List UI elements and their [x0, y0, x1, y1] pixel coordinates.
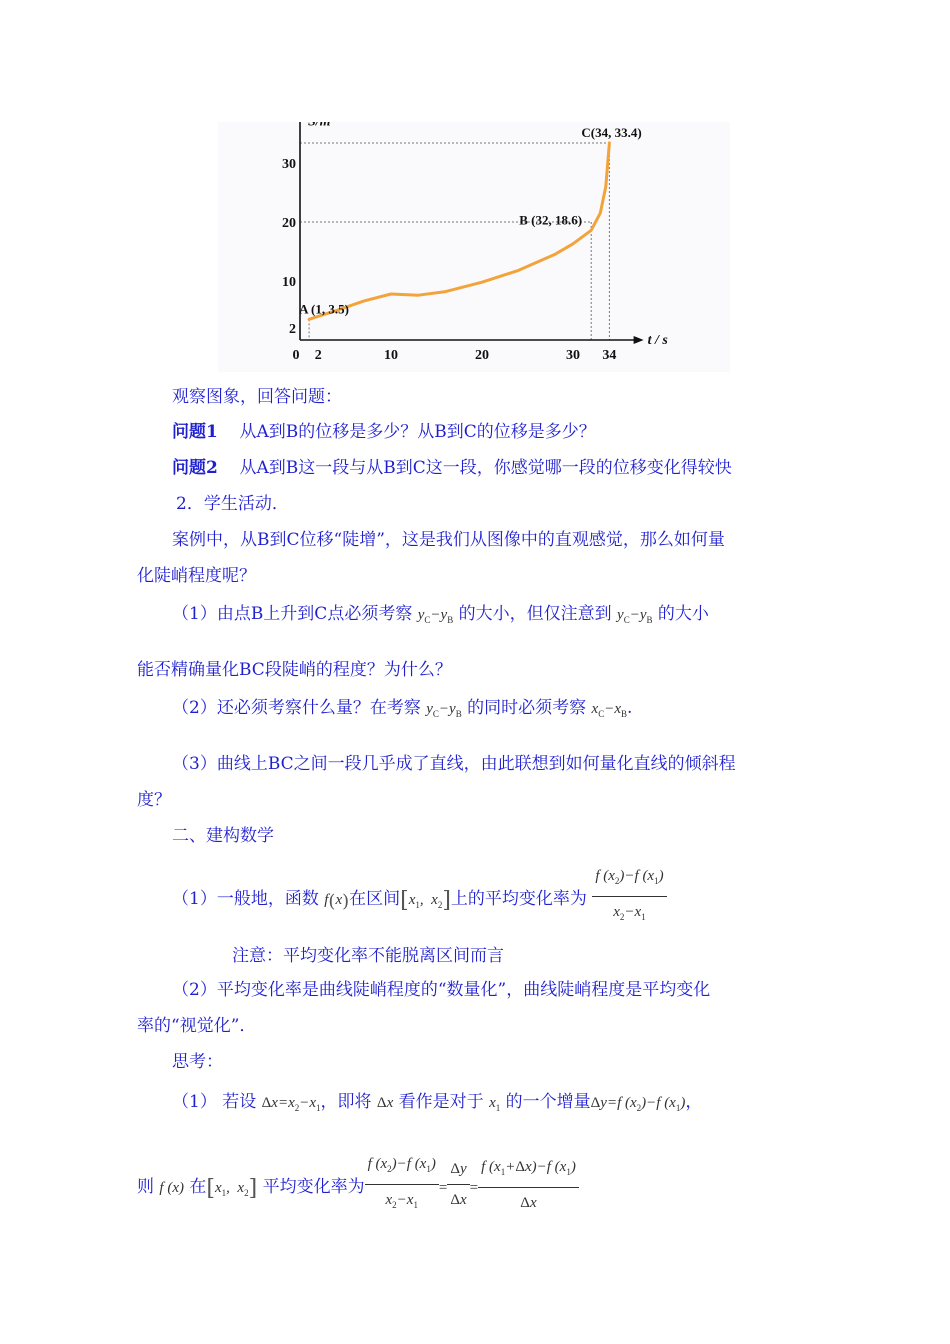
point-label-a: A (1, 3.5)	[299, 301, 349, 317]
x-tick-label: 34	[602, 348, 617, 363]
x1: $x_1$	[489, 1095, 501, 1113]
x-tick-label: 30	[566, 348, 580, 363]
q2-text: 从A到B这一段与从B到C这一段，你感觉哪一段的位移变化得较快	[239, 458, 732, 478]
then-b: 在	[189, 1177, 207, 1197]
x-axis-label: t / s	[647, 333, 668, 348]
interval-x1-x2: $x_1$, $x_2$	[408, 892, 443, 910]
y-axis-label: S/m	[308, 122, 331, 130]
point-2	[172, 696, 632, 726]
delta-x: Δx	[376, 1095, 394, 1111]
then-c: 平均变化率为	[262, 1177, 365, 1197]
then-line: 则 f (x) 在[$x_1$, $x_2$] 平均变化率为 $\frac{f (x_2)-f (x_1)}{x_2-x_1}$ = $\frac{\Delta y}{\Delta x}$ = $\frac{f (x_1+\Delta x)-f (x_1)}{\Delta x}$	[137, 1158, 579, 1202]
p2-a: （2）还必须考察什么量？在考察	[172, 698, 421, 718]
yc-minus-yb-2: $y_C-y_B$	[617, 607, 653, 625]
t1-c: 看作是对于	[398, 1092, 484, 1112]
point-label-c: C(34, 33.4)	[581, 124, 642, 140]
avg-rate-fraction: $\frac{f (x_2)-f (x_1)}{x_2-x_1}$	[592, 864, 666, 929]
q1-label: 问题1	[172, 422, 218, 442]
yc-minus-yb-1: $y_C-y_B$	[417, 607, 454, 625]
t1-a: （1） 若设	[172, 1092, 257, 1112]
question-1	[172, 420, 596, 444]
displacement-chart	[218, 122, 730, 372]
def-c: 上的平均变化率为	[450, 889, 587, 909]
p1-c: 的大小	[657, 604, 709, 624]
avg-rate-frac-1: $\frac{f (x_2)-f (x_1)}{x_2-x_1}$	[365, 1152, 439, 1217]
student-activity: 2．学生活动．	[176, 494, 289, 514]
f-of-x-2: f (x)	[159, 1180, 184, 1196]
y-tick-label: 10	[282, 275, 296, 290]
q1-text: 从A到B的位移是多少？从B到C的位移是多少？	[239, 422, 596, 442]
t1-b: ，即将	[320, 1092, 372, 1112]
think-1	[172, 1090, 702, 1120]
avg-explain-1: （2）平均变化率是曲线陡峭程度的“数量化”，曲线陡峭程度是平均变化	[172, 980, 711, 1000]
delta-x-def: $\Delta x=x_2-x_1$	[261, 1095, 321, 1113]
point-1-cont: 能否精确量化BC段陡峭的程度？为什么？	[137, 660, 452, 680]
chart-svg	[218, 122, 730, 372]
point-3: （3）曲线上BC之间一段几乎成了直线，由此联想到如何量化直线的倾斜程	[172, 754, 736, 774]
q2-label: 问题2	[172, 458, 218, 478]
yc-minus-yb-3: $y_C-y_B$	[426, 701, 462, 719]
delta-y-def: Δy=f $(x_2)-f$ $(x_1)$	[590, 1095, 686, 1113]
x-tick-label: 20	[475, 348, 489, 363]
note-text: 注意：平均变化率不能脱离区间而言	[232, 946, 504, 966]
point-1	[172, 602, 709, 632]
def-b: 在区间	[349, 889, 401, 909]
def-a: （1）一般地，函数	[172, 889, 319, 909]
avg-explain-2: 率的“视觉化”．	[137, 1016, 257, 1036]
t1-d: 的一个增量	[505, 1092, 591, 1112]
case-line-1: 案例中，从B到C位移“陡增”，这是我们从图像中的直观感觉，那么如何量	[172, 530, 725, 550]
t1-e: ，	[685, 1092, 703, 1112]
observe-text: 观察图象，回答问题：	[172, 387, 342, 407]
x-tick-label: 2	[314, 348, 322, 363]
case-line-2: 化陡峭程度呢？	[137, 566, 256, 586]
xc-minus-xb: $x_C-x_B$	[591, 701, 628, 719]
think-heading: 思考：	[172, 1052, 223, 1072]
avg-rate-frac-3: $\frac{f (x_1+\Delta x)-f (x_1)}{\Delta x}$	[478, 1155, 579, 1215]
section-2-heading: 二、建构数学	[172, 826, 274, 846]
p1-a: （1）由点B上升到C点必须考察	[172, 604, 413, 624]
f-of-x: f	[324, 892, 329, 908]
point-3-cont: 度？	[137, 790, 171, 810]
dy-over-dx: $\frac{\Delta y}{\Delta x}$	[447, 1157, 469, 1212]
p2-c: .	[627, 698, 633, 718]
x-axis-arrow	[634, 336, 644, 344]
y-tick-label: 20	[282, 216, 296, 231]
p2-b: 的同时必须考察	[467, 698, 587, 718]
point-label-b: B (32, 18.6)	[519, 212, 583, 228]
interval-x1-x2-2: $x_1$, $x_2$	[214, 1180, 249, 1198]
y-tick-label: 30	[282, 157, 296, 172]
definition-line: （1）一般地，函数 f(x)在区间[$x_1$, $x_2$]上的平均变化率为 $\frac{f (x_2)-f (x_1)}{x_2-x_1}$	[172, 870, 667, 914]
then-a: 则	[137, 1177, 154, 1197]
p1-b: 的大小，但仅注意到	[458, 604, 612, 624]
question-2	[172, 456, 732, 480]
x-tick-label: 10	[384, 348, 398, 363]
origin-label: 0	[292, 348, 300, 363]
y-tick-label: 2	[289, 322, 296, 338]
series-curve	[309, 143, 609, 319]
